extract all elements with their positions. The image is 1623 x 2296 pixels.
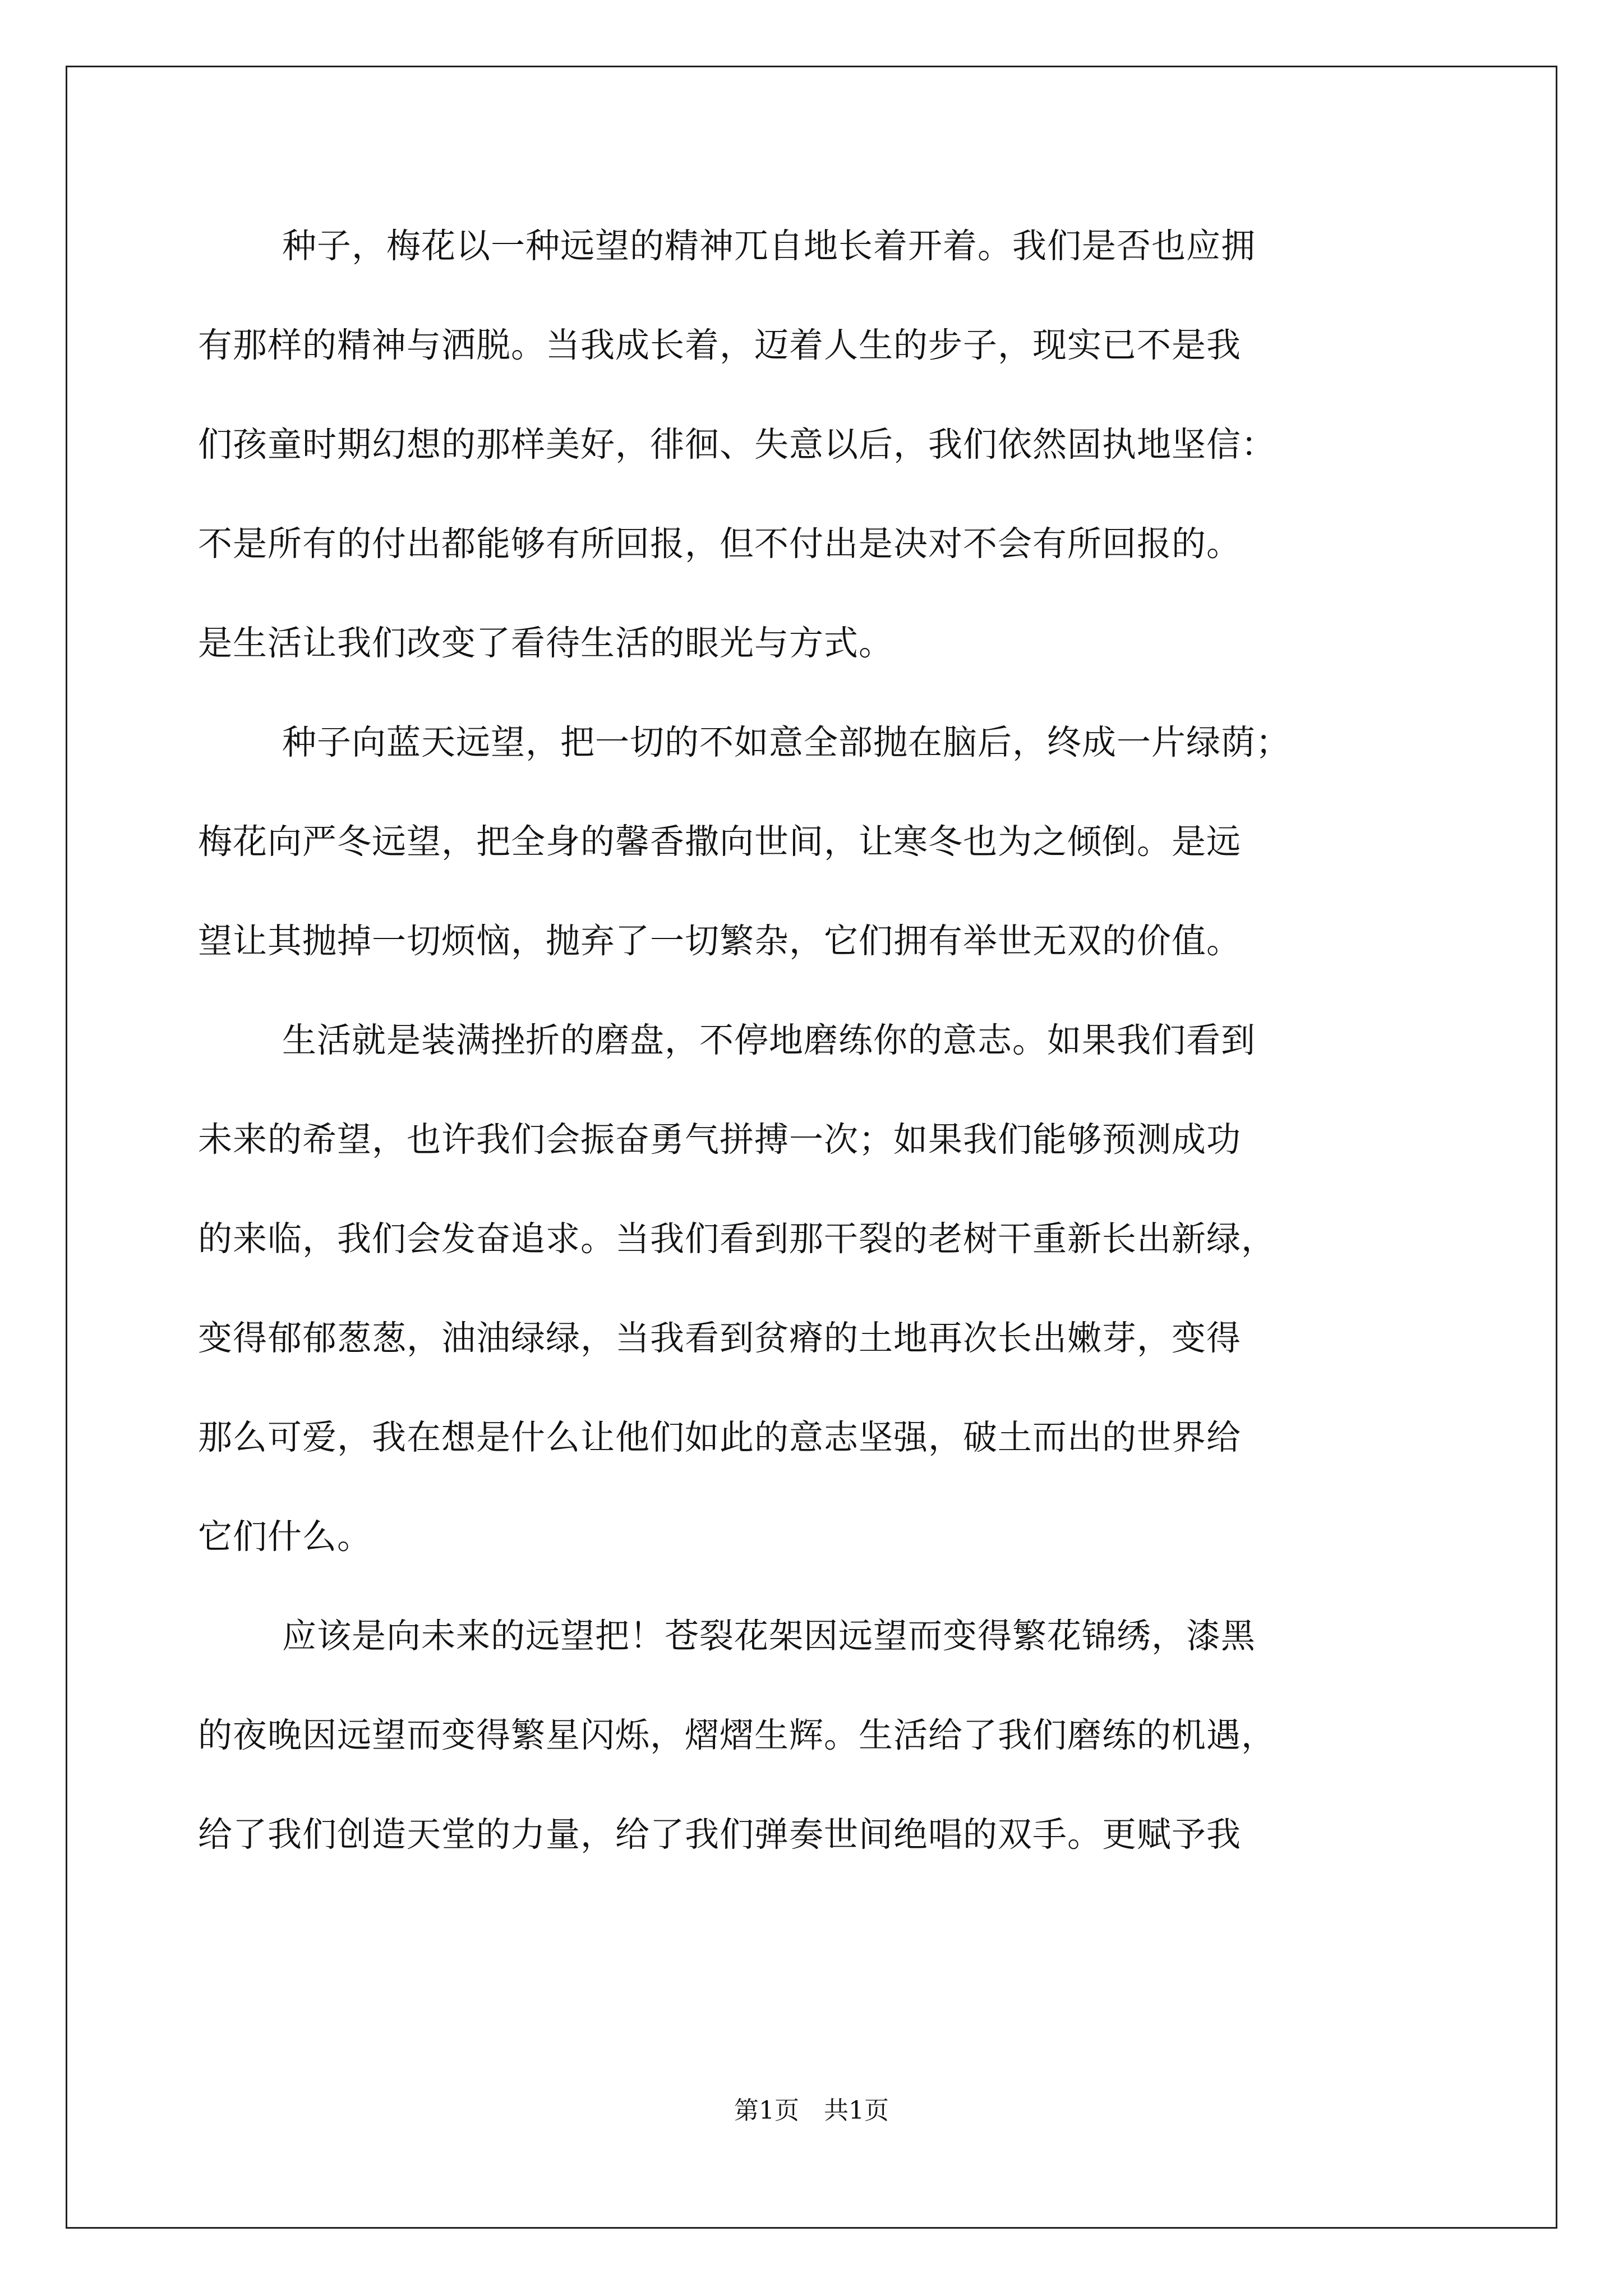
paragraph-4-line-1: 应该是向未来的远望把！苍裂花架因远望而变得繁花锦绣，漆黑 (282, 1616, 1256, 1656)
paragraph-4-line-3: 给了我们创造天堂的力量，给了我们弹奏世间绝唱的双手。更赋予我 (198, 1815, 1242, 1855)
paragraph-3-line-4: 变得郁郁葱葱，油油绿绿，当我看到贫瘠的土地再次长出嫩芽，变得 (198, 1318, 1242, 1358)
paragraph-3-line-2: 未来的希望，也许我们会振奋勇气拼搏一次；如果我们能够预测成功 (198, 1120, 1242, 1159)
paragraph-2-line-2: 梅花向严冬远望，把全身的馨香撒向世间，让寒冬也为之倾倒。是远 (198, 822, 1242, 862)
paragraph-3-line-3: 的来临，我们会发奋追求。当我们看到那干裂的老树干重新长出新绿， (198, 1219, 1276, 1259)
paragraph-1-line-1: 种子，梅花以一种远望的精神兀自地长着开着。我们是否也应拥 (282, 226, 1256, 266)
paragraph-1-line-4: 不是所有的付出都能够有所回报，但不付出是决对不会有所回报的。 (198, 524, 1242, 564)
paragraph-3-line-5: 那么可爱，我在想是什么让他们如此的意志坚强，破土而出的世界给 (198, 1418, 1242, 1457)
paragraph-3-line-6: 它们什么。 (198, 1517, 372, 1557)
paragraph-1-line-5: 是生活让我们改变了看待生活的眼光与方式。 (198, 623, 894, 663)
paragraph-1-line-3: 们孩童时期幻想的那样美好，徘徊、失意以后，我们依然固执地坚信： (198, 425, 1276, 464)
page-footer: 第1页 共1页 (734, 2096, 889, 2125)
paragraph-2-line-1: 种子向蓝天远望，把一切的不如意全部抛在脑后，终成一片绿荫； (282, 723, 1291, 762)
paragraph-4-line-2: 的夜晚因远望而变得繁星闪烁，熠熠生辉。生活给了我们磨练的机遇， (198, 1715, 1276, 1755)
paragraph-3-line-1: 生活就是装满挫折的磨盘，不停地磨练你的意志。如果我们看到 (282, 1020, 1256, 1060)
paragraph-2-line-3: 望让其抛掉一切烦恼，抛弃了一切繁杂，它们拥有举世无双的价值。 (198, 921, 1242, 961)
paragraph-1-line-2: 有那样的精神与洒脱。当我成长着，迈着人生的步子，现实已不是我 (198, 325, 1242, 365)
